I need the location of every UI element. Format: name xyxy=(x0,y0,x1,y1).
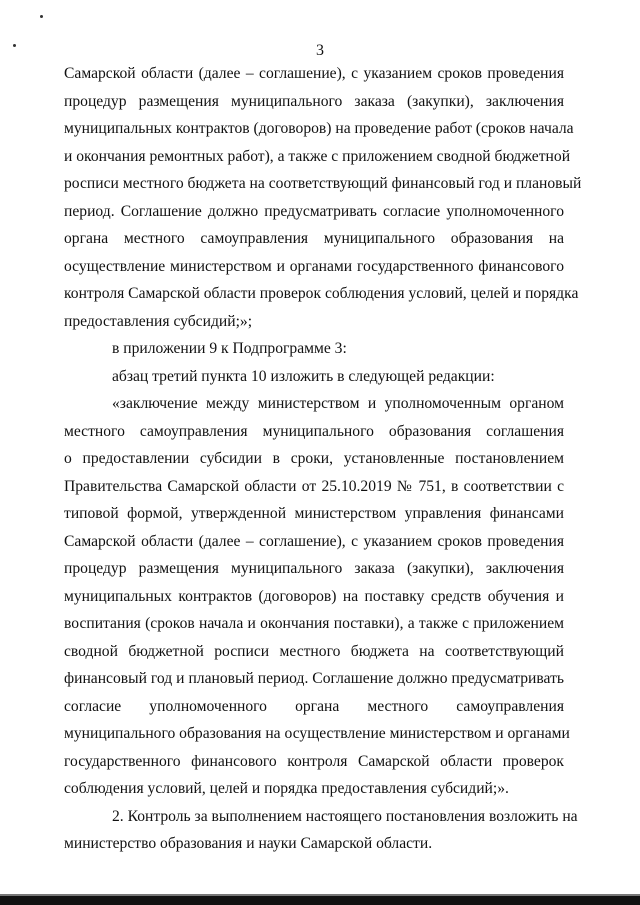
text-line: в приложении 9 к Подпрограмме 3: xyxy=(112,340,347,357)
paragraph xyxy=(64,803,578,858)
text-line: и окончания ремонтных работ), а также с приложением сводной бюджетной xyxy=(64,147,571,165)
text-line: соблюдения условий, целей и порядка предоставления субсидий;». xyxy=(64,780,509,797)
text-line: государственного финансового контроля Самарской области проверок xyxy=(64,752,564,770)
text-line: воспитания (сроков начала и окончания поставки), а также с приложением xyxy=(64,615,564,632)
scan-bottom-edge xyxy=(0,896,640,905)
text-line: сводной бюджетной росписи местного бюджета на соответствующий xyxy=(64,642,564,660)
page-number: 3 xyxy=(316,42,324,59)
text-line: осуществление министерством и органами государственного финансового xyxy=(64,257,564,275)
document-body xyxy=(64,60,582,858)
text-line: Правительства Самарской области от 25.10.2019 № 751, в соответствии с xyxy=(64,477,564,495)
paragraph xyxy=(64,60,582,335)
paragraph xyxy=(64,390,570,803)
text-line: процедур размещения муниципального заказа (закупки), заключения xyxy=(64,92,564,110)
text-line: согласие уполномоченного органа местного самоуправления xyxy=(64,697,564,715)
text-line: о предоставлении субсидии в сроки, установленные постановлением xyxy=(64,450,564,467)
paragraph xyxy=(64,363,564,391)
text-line: министерство образования и науки Самарской области. xyxy=(64,835,433,852)
text-line: абзац третий пункта 10 изложить в следующей редакции: xyxy=(112,367,495,385)
text-line: местного самоуправления муниципального образования соглашения xyxy=(64,422,564,440)
text-line: росписи местного бюджета на соответствующий финансовый год и плановый xyxy=(64,175,582,192)
text-line: предоставления субсидий;»; xyxy=(64,312,253,330)
text-line: типовой формой, утвержденной министерством управления финансами xyxy=(64,505,564,522)
text-line: 2. Контроль за выполнением настоящего постановления возложить на xyxy=(112,807,578,825)
text-line: контроля Самарской области проверок соблюдения условий, целей и порядка xyxy=(64,285,579,302)
text-line: Самарской области (далее – соглашение), с указанием сроков проведения xyxy=(64,65,564,82)
text-line: муниципальных контрактов (договоров) на поставку средств обучения и xyxy=(64,587,564,605)
text-line: период. Соглашение должно предусматривать согласие уполномоченного xyxy=(64,202,564,220)
text-line: финансовый год и плановый период. Соглашение должно предусматривать xyxy=(64,670,564,687)
text-line: Самарской области (далее – соглашение), с указанием сроков проведения xyxy=(64,532,564,550)
paragraph xyxy=(64,335,564,363)
scan-mark-top xyxy=(40,15,43,18)
text-line: процедур размещения муниципального заказа (закупки), заключения xyxy=(64,560,564,577)
text-line: муниципальных контрактов (договоров) на проведение работ (сроков начала xyxy=(64,120,574,137)
text-line: «заключение между министерством и уполномоченным органом xyxy=(112,395,564,412)
text-line: органа местного самоуправления муниципального образования на xyxy=(64,230,564,247)
text-line: муниципального образования на осуществление министерством и органами xyxy=(64,725,570,742)
